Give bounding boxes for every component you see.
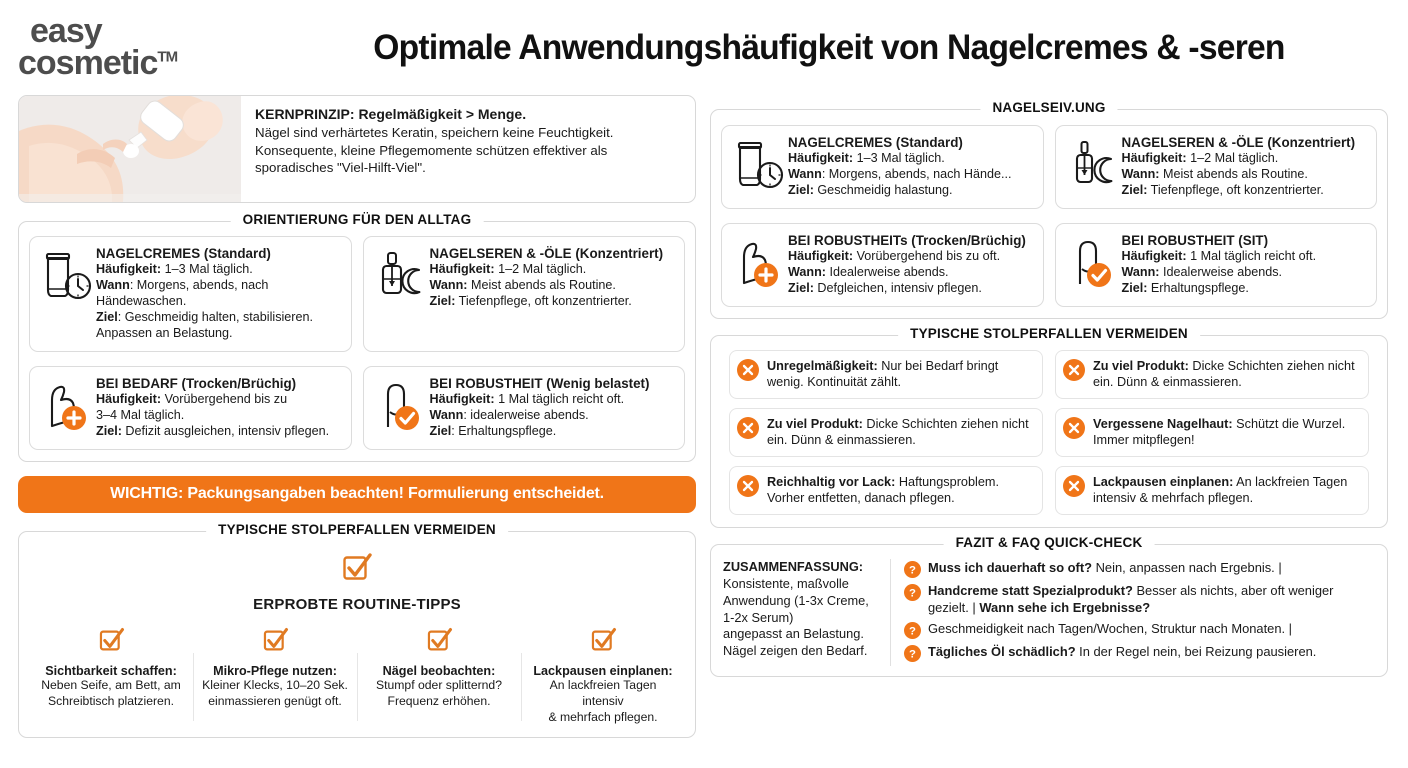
right-column bbox=[710, 95, 1388, 765]
card-title: NAGELSEREN & -ÖLE (Konzentriert) bbox=[1121, 135, 1356, 150]
svg-text:?: ? bbox=[909, 626, 916, 639]
pitfall-item[interactable] bbox=[1055, 350, 1369, 399]
pitfall-item[interactable] bbox=[1055, 408, 1369, 457]
pitfall-cell bbox=[1049, 408, 1375, 466]
faq-text: Geschmeidigkeit nach Tagen/Wochen, Struktur nach Monaten. | bbox=[928, 621, 1293, 637]
zusammenfassung-line-1: Konsistente, maßvolle bbox=[723, 575, 849, 591]
tip-desc-2: Frequenz erhöhen. bbox=[387, 693, 491, 708]
fazit-faq-section bbox=[710, 534, 1388, 678]
nail-check-icon bbox=[372, 376, 428, 434]
card-row: Ziel: Erhaltungspflege. bbox=[1121, 280, 1249, 295]
card-nagelseren-oele-right[interactable] bbox=[1055, 125, 1378, 209]
card-body bbox=[786, 233, 1033, 297]
pitfall-cell bbox=[723, 350, 1049, 408]
card-bei-robustheits-trocken[interactable] bbox=[721, 223, 1044, 307]
card-row: Wann: Meist abends als Routine. bbox=[1121, 166, 1308, 181]
card-title: BEI ROBUSTHEIT (Wenig belastet) bbox=[429, 375, 650, 391]
faq-item[interactable] bbox=[904, 620, 1375, 639]
checkbox-check-icon bbox=[98, 627, 125, 654]
pitfall-text: Zu viel Produkt: Dicke Schichten ziehen nicht ein. Dünn & einmassieren. bbox=[767, 416, 1029, 448]
kernprinzip-line-2: Konsequente, kleine Pflegemomente schützen effektiver als bbox=[255, 142, 608, 158]
faq-item[interactable] bbox=[904, 582, 1375, 617]
card-bei-robustheit-sit[interactable] bbox=[1055, 223, 1378, 307]
dropper-moon-icon bbox=[1064, 135, 1120, 193]
brand-line-2: cosmetic™ bbox=[18, 43, 178, 82]
faq-text: Tägliches Öl schädlich? In der Regel nein, bei Reizung pausieren. bbox=[928, 644, 1317, 660]
fazit-faq-legend: FAZIT & FAQ QUICK-CHECK bbox=[944, 535, 1155, 550]
tip-title: Nägel beobachten: bbox=[382, 663, 496, 678]
card-row: Häufigkeit: 1–2 Mal täglich. bbox=[1121, 151, 1279, 165]
pitfall-item[interactable] bbox=[729, 408, 1043, 457]
orientierung-section bbox=[18, 212, 696, 462]
card-body bbox=[94, 246, 341, 342]
card-body bbox=[786, 135, 1033, 199]
card-title: NAGELCREMES (Standard) bbox=[788, 135, 963, 150]
card-row: Wann: idealerweise abends. bbox=[429, 407, 589, 422]
checkbox-check-icon bbox=[262, 627, 289, 654]
faq-text: Handcreme statt Spezialprodukt? Besser als nichts, aber oft weniger gezielt. | Wann sehe ich Ergebnisse? bbox=[928, 582, 1334, 616]
card-body bbox=[428, 376, 675, 440]
card-row: Häufigkeit: Vorübergehend bis zu bbox=[96, 391, 288, 406]
question-circle-icon bbox=[904, 561, 921, 578]
card-row: Ziel: Geschmeidig halastung. bbox=[788, 182, 953, 197]
kernprinzip-line-3: sporadisches "Viel-Hilft-Viel". bbox=[255, 160, 426, 176]
card-row: 3–4 Mal täglich. bbox=[96, 407, 185, 422]
card-row: Häufigkeit: 1–3 Mal täglich. bbox=[96, 262, 253, 276]
card-row: Häufigkeit: 1 Mal täglich reicht oft. bbox=[1121, 248, 1317, 263]
card-body bbox=[1120, 135, 1367, 199]
stolperfallen-legend-right: TYPISCHE STOLPERFALLEN VERMEIDEN bbox=[898, 326, 1200, 341]
card-row: Ziel: Tiefenpflege, oft konzentrierter. bbox=[429, 293, 632, 308]
trademark-mark: TM bbox=[157, 48, 178, 66]
card-row: Anpassen an Belastung. bbox=[96, 325, 233, 340]
card-row: Ziel: Defizit ausgleichen, intensiv pflegen. bbox=[96, 423, 330, 438]
pitfall-text: Vergessene Nagelhaut: Schützt die Wurzel. Immer mitpflegen! bbox=[1093, 416, 1346, 448]
pitfall-cell bbox=[1049, 350, 1375, 408]
tip-item bbox=[193, 627, 357, 726]
zusammenfassung-line-5: Nägel zeigen den Bedarf. bbox=[723, 643, 868, 659]
kernprinzip-line-1: Nägel sind verhärtetes Keratin, speichern keine Feuchtigkeit. bbox=[255, 124, 614, 140]
hands-cream-photo bbox=[19, 96, 241, 202]
close-circle-icon bbox=[737, 417, 759, 439]
pitfall-text: Zu viel Produkt: Dicke Schichten ziehen nicht ein. Dünn & einmassieren. bbox=[1093, 358, 1355, 390]
tube-clock-icon bbox=[38, 246, 94, 304]
tip-desc-1: An lackfreien Tagen intensiv bbox=[549, 677, 657, 708]
close-circle-icon bbox=[1063, 417, 1085, 439]
tip-desc-1: Neben Seife, am Bett, am bbox=[41, 677, 181, 692]
card-body bbox=[1120, 233, 1367, 297]
svg-text:?: ? bbox=[909, 564, 916, 577]
card-row: Häufigkeit: 1–3 Mal täglich. bbox=[788, 151, 945, 165]
question-circle-icon bbox=[904, 584, 921, 601]
tips-subtitle: ERPROBTE ROUTINE-TIPPS bbox=[253, 595, 461, 613]
pitfall-text: Reichhaltig vor Lack: Haftungsproblem. Vorher entfetten, danach pflegen. bbox=[767, 474, 999, 506]
faq-list bbox=[891, 559, 1375, 667]
pitfalls-grid bbox=[723, 350, 1375, 515]
kernprinzip-headline: KERNPRINZIP: Regelmäßigkeit > Menge. bbox=[255, 106, 527, 122]
pitfall-item[interactable] bbox=[729, 466, 1043, 515]
left-column bbox=[18, 95, 696, 765]
card-row: Wann: Idealerweise abends. bbox=[1121, 264, 1283, 279]
card-row: Wann: Morgens, abends, nach Händewaschen. bbox=[96, 277, 269, 308]
pitfall-cell bbox=[723, 408, 1049, 466]
routine-tipps-section bbox=[18, 521, 696, 739]
pitfall-cell bbox=[723, 466, 1049, 515]
card-row: Wann: Idealerweise abends. bbox=[788, 264, 949, 279]
tip-desc-2: & mehrfach pflegen. bbox=[548, 709, 658, 724]
question-circle-icon bbox=[904, 645, 921, 662]
zusammenfassung-line-4: angepasst an Belastung. bbox=[723, 626, 864, 642]
tips-row bbox=[29, 627, 685, 726]
zusammenfassung-line-3: 1-2x Serum) bbox=[723, 609, 794, 625]
faq-item[interactable] bbox=[904, 559, 1375, 578]
tip-item bbox=[29, 627, 193, 726]
card-title: NAGELSEREN & -ÖLE (Konzentriert) bbox=[429, 246, 664, 261]
card-body bbox=[94, 376, 341, 440]
card-title: BEI BEDARF (Trocken/Brüchig) bbox=[96, 375, 297, 391]
checkbox-check-icon bbox=[590, 627, 617, 654]
tip-desc-2: einmassieren genügt oft. bbox=[208, 693, 342, 708]
tip-item bbox=[521, 627, 685, 726]
tips-header bbox=[29, 552, 685, 613]
orientierung-row-1 bbox=[29, 236, 685, 352]
close-circle-icon bbox=[1063, 359, 1085, 381]
card-bei-robustheit[interactable] bbox=[363, 366, 686, 450]
zusammenfassung-block bbox=[723, 559, 891, 667]
pitfall-item[interactable] bbox=[729, 350, 1043, 399]
brand-line-1: easy bbox=[30, 12, 102, 51]
tip-item bbox=[357, 627, 521, 726]
tip-title: Mikro-Pflege nutzen: bbox=[213, 663, 337, 678]
nagelpflege-row-1 bbox=[721, 125, 1377, 209]
nagelpflege-row-2 bbox=[721, 223, 1377, 307]
card-row: Ziel: Geschmeidig halten, stabilisieren. bbox=[96, 309, 314, 324]
brand-logo bbox=[18, 12, 268, 82]
checkbox-check-icon bbox=[426, 627, 453, 654]
stolperfallen-section bbox=[710, 325, 1388, 528]
faq-item[interactable] bbox=[904, 643, 1375, 662]
card-row: Ziel: Erhaltungspflege. bbox=[429, 423, 557, 438]
pitfall-text: Unregelmäßigkeit: Nur bei Bedarf bringt wenig. Kontinuität zählt. bbox=[767, 358, 999, 390]
svg-text:?: ? bbox=[909, 587, 916, 600]
close-circle-icon bbox=[1063, 475, 1085, 497]
nagelpflege-section bbox=[710, 100, 1388, 319]
card-nagelseren-oele[interactable] bbox=[363, 236, 686, 352]
page-title: Optimale Anwendungshäufigkeit von Nagelcremes & -seren bbox=[373, 27, 1285, 67]
pitfall-text: Lackpausen einplanen: An lackfreien Tagen intensiv & mehrfach pflegen. bbox=[1093, 474, 1348, 506]
dropper-moon-icon bbox=[372, 246, 428, 304]
tip-title: Sichtbarkeit schaffen: bbox=[45, 663, 177, 678]
close-circle-icon bbox=[737, 359, 759, 381]
pitfall-cell bbox=[1049, 466, 1375, 515]
card-title: BEI ROBUSTHEIT (SIT) bbox=[1121, 232, 1269, 248]
close-circle-icon bbox=[737, 475, 759, 497]
card-row: Ziel: Tiefenpflege, oft konzentrierter. bbox=[1121, 182, 1324, 197]
card-row: Häufigkeit: Vorübergehend bis zu oft. bbox=[788, 248, 1001, 263]
card-row: Häufigkeit: 1 Mal täglich reicht oft. bbox=[429, 391, 625, 406]
card-row: Ziel: Defgleichen, intensiv pflegen. bbox=[788, 280, 982, 295]
nail-plus-icon bbox=[38, 376, 94, 434]
question-circle-icon bbox=[904, 622, 921, 639]
card-nagelcremes-standard[interactable] bbox=[29, 236, 352, 352]
card-body bbox=[428, 246, 675, 310]
kernprinzip-text bbox=[241, 96, 625, 202]
tip-desc-1: Stumpf oder splitternd? bbox=[375, 677, 502, 692]
zusammenfassung-line-2: Anwendung (1-3x Creme, bbox=[723, 592, 869, 608]
card-title: BEI ROBUSTHEITs (Trocken/Brüchig) bbox=[788, 232, 1026, 248]
card-row: Wann: Morgens, abends, nach Hände... bbox=[788, 166, 1012, 181]
checkbox-check-icon bbox=[341, 552, 373, 584]
svg-text:?: ? bbox=[909, 649, 916, 662]
orientierung-row-2 bbox=[29, 366, 685, 450]
card-bei-bedarf[interactable] bbox=[29, 366, 352, 450]
tip-title: Lackpausen einplanen: bbox=[533, 663, 673, 678]
pitfall-item[interactable] bbox=[1055, 466, 1369, 515]
stolperfallen-legend-left: TYPISCHE STOLPERFALLEN VERMEIDEN bbox=[206, 522, 508, 537]
page-header bbox=[0, 0, 1408, 95]
card-row: Wann: Meist abends als Routine. bbox=[429, 277, 616, 292]
nagelpflege-legend: NAGELSEIV.UNG bbox=[980, 100, 1117, 115]
faq-text: Muss ich dauerhaft so oft? Nein, anpassen nach Ergebnis. | bbox=[928, 559, 1282, 575]
orientierung-legend: ORIENTIERUNG FÜR DEN ALLTAG bbox=[231, 212, 484, 227]
card-row: Häufigkeit: 1–2 Mal täglich. bbox=[429, 262, 587, 276]
wichtig-banner: WICHTIG: Packungsangaben beachten! Formulierung entscheidet. bbox=[18, 476, 696, 513]
tube-clock-icon bbox=[730, 135, 786, 193]
content-columns bbox=[0, 95, 1408, 765]
card-title: NAGELCREMES (Standard) bbox=[96, 246, 271, 261]
tip-desc-1: Kleiner Klecks, 10–20 Sek. bbox=[202, 677, 348, 692]
card-nagelcremes-standard-right[interactable] bbox=[721, 125, 1044, 209]
zusammenfassung-title: ZUSAMMENFASSUNG: bbox=[723, 558, 864, 574]
nail-check-icon bbox=[1064, 233, 1120, 291]
nail-plus-icon bbox=[730, 233, 786, 291]
tip-desc-2: Schreibtisch platzieren. bbox=[48, 693, 174, 708]
kernprinzip-panel bbox=[18, 95, 696, 203]
